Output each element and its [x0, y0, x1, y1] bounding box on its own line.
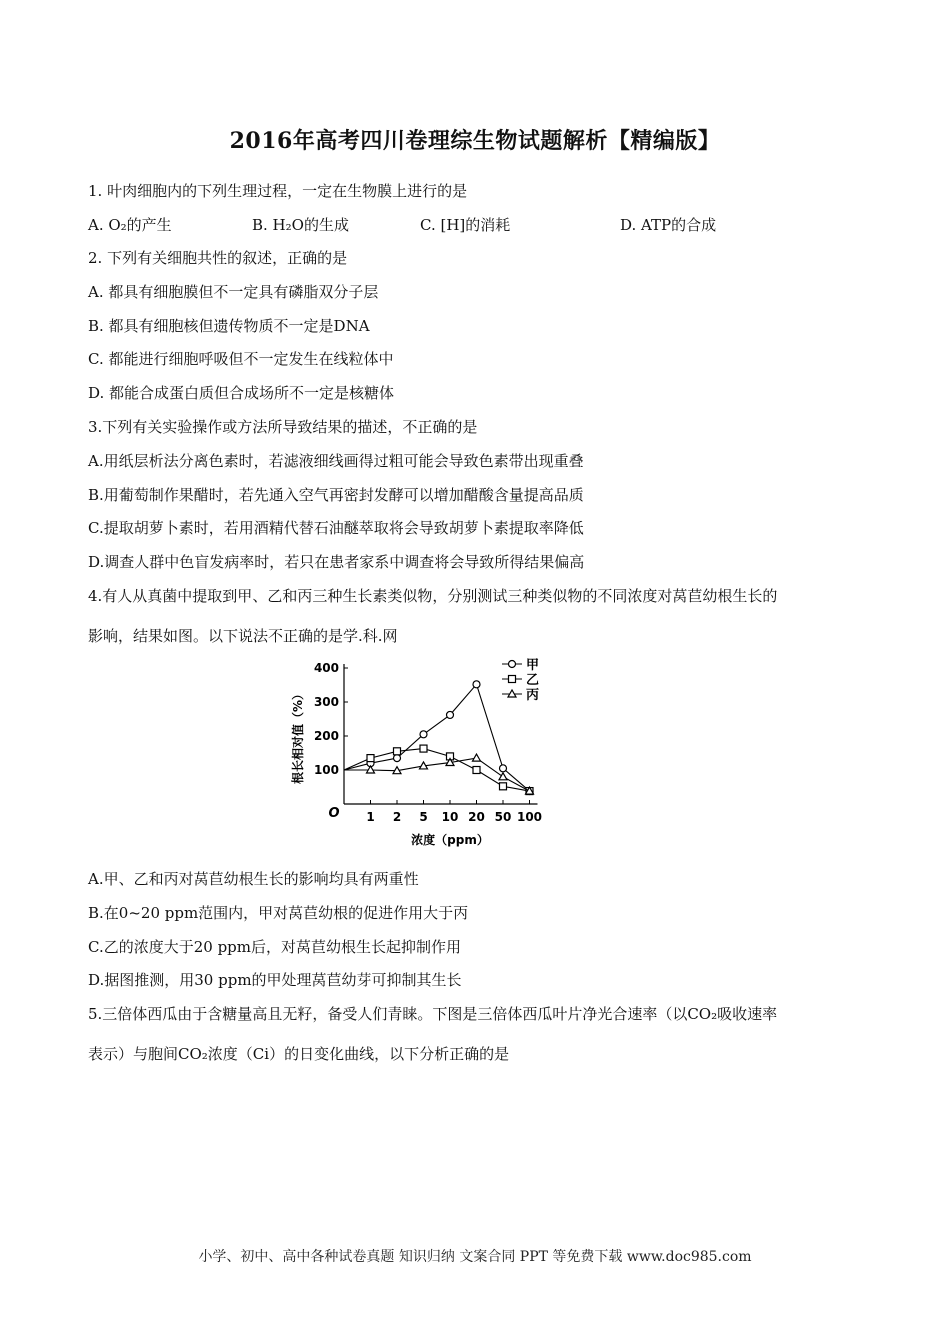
data-point-circle: [500, 765, 507, 772]
question-4-stem-line-2: 影响，结果如图。以下说法不正确的是学.科.网: [88, 627, 398, 645]
question-3-option-b: B.用葡萄制作果醋时，若先通入空气再密封发酵可以增加醋酸含量提高品质: [88, 486, 584, 504]
question-1-stem: 1. 叶肉细胞内的下列生理过程，一定在生物膜上进行的是: [88, 182, 468, 200]
x-tick-label: 50: [494, 810, 512, 824]
question-4-stem-line-1: 4.有人从真菌中提取到甲、乙和丙三种生长素类似物，分别测试三种类似物的不同浓度对莴苣幼根生长的: [88, 587, 778, 605]
question-5-stem-line-1: 5.三倍体西瓜由于含糖量高且无籽，备受人们青睐。下图是三倍体西瓜叶片净光合速率（以CO₂吸收速率: [88, 1005, 778, 1023]
data-point-circle: [394, 755, 401, 762]
data-point-square: [367, 755, 374, 762]
y-tick-label: 300: [313, 695, 339, 709]
x-tick-label: 2: [392, 810, 402, 824]
x-tick-label: 1: [366, 810, 375, 824]
question-3-stem: 3.下列有关实验操作或方法所导致结果的描述，不正确的是: [88, 418, 478, 436]
y-axis-label: 根长相对值（%）: [291, 687, 305, 785]
legend-marker-circle: [509, 661, 516, 668]
data-point-square: [473, 767, 480, 774]
question-4-option-d: D.据图推测，用30 ppm的甲处理莴苣幼芽可抑制其生长: [88, 971, 462, 989]
x-tick-label: 100: [516, 810, 543, 824]
question-4-option-c: C.乙的浓度大于20 ppm后，对莴苣幼根生长起抑制作用: [88, 938, 461, 956]
data-point-circle: [473, 681, 480, 688]
page-title: 2016年高考四川卷理综生物试题解析【精编版】: [229, 128, 721, 154]
legend-label: 甲: [526, 658, 540, 673]
y-tick-label: 200: [313, 729, 339, 743]
data-point-square: [394, 748, 401, 755]
question-1-option-d: D. ATP的合成: [620, 216, 717, 234]
x-tick-label: 10: [441, 810, 459, 824]
question-2-option-c: C. 都能进行细胞呼吸但不一定发生在线粒体中: [88, 350, 394, 368]
legend-label: 丙: [526, 688, 540, 703]
x-tick-label: 20: [468, 810, 485, 824]
data-point-square: [420, 745, 427, 752]
y-tick-label: 400: [313, 661, 339, 675]
root-length-chart: [280, 652, 560, 852]
data-point-circle: [420, 731, 427, 738]
origin-label: O: [328, 806, 340, 821]
data-point-square: [500, 783, 507, 790]
data-point-triangle: [473, 754, 481, 761]
question-4-option-a: A.甲、乙和丙对莴苣幼根生长的影响均具有两重性: [88, 870, 419, 888]
question-2-option-a: A. 都具有细胞膜但不一定具有磷脂双分子层: [88, 283, 379, 301]
data-point-triangle: [499, 773, 507, 780]
question-2-option-d: D. 都能合成蛋白质但合成场所不一定是核糖体: [88, 384, 395, 402]
question-1-option-a: A. O₂的产生: [88, 216, 172, 234]
legend-label: 乙: [526, 673, 540, 688]
question-1-option-c: C. [H]的消耗: [420, 216, 511, 234]
question-2-option-b: B. 都具有细胞核但遗传物质不一定是DNA: [88, 317, 370, 335]
legend-marker-square: [509, 676, 516, 683]
x-tick-label: 5: [419, 810, 428, 824]
question-3-option-a: A.用纸层析法分离色素时，若滤液细线画得过粗可能会导致色素带出现重叠: [88, 452, 584, 470]
question-3-option-d: D.调查人群中色盲发病率时，若只在患者家系中调查将会导致所得结果偏高: [88, 553, 585, 571]
footer-text: 小学、初中、高中各种试卷真题 知识归纳 文案合同 PPT 等免费下载 www.doc985.com: [198, 1249, 752, 1265]
x-axis-label: 浓度（ppm）: [411, 833, 489, 847]
question-4-option-b: B.在0~20 ppm范围内，甲对莴苣幼根的促进作用大于丙: [88, 904, 469, 922]
question-1-option-b: B. H₂O的生成: [252, 216, 349, 234]
y-tick-label: 100: [313, 763, 339, 777]
question-3-option-c: C.提取胡萝卜素时，若用酒精代替石油醚萃取将会导致胡萝卜素提取率降低: [88, 519, 584, 537]
data-point-circle: [447, 711, 454, 718]
question-2-stem: 2. 下列有关细胞共性的叙述，正确的是: [88, 249, 348, 267]
question-5-stem-line-2: 表示）与胞间CO₂浓度（Ci）的日变化曲线，以下分析正确的是: [88, 1045, 510, 1063]
